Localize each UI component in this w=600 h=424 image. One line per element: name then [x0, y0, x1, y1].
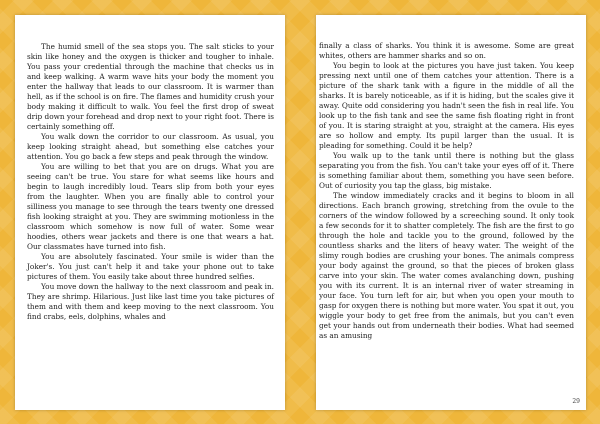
- paragraph: You are willing to bet that you are on drugs. What you are seeing can't be true. You stare for what seems like hours and begin to laugh incredibly loud. Tears slip from both your eyes from the laughter. When you are finally able to control your silliness you manage to see through the tears twenty one dressed fish looking straight at you. They are swimming motionless in the classroom which somehow is now full of water. Some wear hoodies, others wear jackets and there is one that wears a hat. Our classmates have turned into fish.: [27, 162, 274, 251]
- left-page: [15, 15, 285, 410]
- right-page: [316, 15, 586, 410]
- paragraph: You walk up to the tank until there is nothing but the glass separating you from the fish. You can't take your eyes off of it. There is something familiar about them, something you have seen before. Out of curiosity you tap the glass, big mistake.: [319, 151, 574, 190]
- paragraph: You move down the hallway to the next classroom and peak in. They are shrimp. Hilarious. Just like last time you take pictures of them and with them and keep moving to the next classroom. You find crabs, eels, dolphins, whales and: [27, 282, 274, 321]
- page-number: 29: [572, 398, 580, 405]
- paragraph: You walk down the corridor to our classroom. As usual, you keep looking straight ahead, but something else catches your attention. You go back a few steps and peak through the window.: [27, 132, 274, 161]
- paragraph: You begin to look at the pictures you have just taken. You keep pressing next until one of them catches your attention. There is a picture of the shark tank with a figure in the middle of all the sharks. It is barely noticeable, as if it is hiding, but the scales give it away. Quite odd considering you hadn't seen the fish in real life. You look up to the fish tank and see the same fish floating right in front of you. It is staring straight at you, straight at the camera. His eyes are so hollow and empty. Its pupil larger than the usual. It is pleading for something. Could it be help?: [319, 61, 574, 150]
- paragraph: The humid smell of the sea stops you. The salt sticks to your skin like honey and the oxygen is thicker and tougher to inhale. You pass your credential through the machine that checks us in and keep walking. A warm wave hits your body the moment you enter the hallway that leads to our classroom. It is warmer than hell, as if the school is on fire. The flames and humidity crush your body making it difficult to walk. You feel the first drop of sweat drip down your forehead and drop next to your right foot. There is certainly something off.: [27, 42, 274, 131]
- paragraph: finally a class of sharks. You think it is awesome. Some are great whites, others are hammer sharks and so on.: [319, 41, 574, 60]
- paragraph: You are absolutely fascinated. Your smile is wider than the Joker's. You just can't help it and take your phone out to take pictures of them. You easily take about three hundred selfies.: [27, 252, 274, 281]
- paragraph: The window immediately cracks and it begins to bloom in all directions. Each branch growing, stretching from the ovule to the corners of the window followed by a screeching sound. It only took a few seconds for it to shatter completely. The fish are the first to go through the hole and tackle you to the ground, followed by the countless sharks and the liters of heavy water. The weight of the slimy rough bodies are crushing your bones. The animals compress your body against the ground, so that the pieces of broken glass carve into your skin. The water comes avalanching down, pushing you with its current. It is an internal river of water streaming in your face. You turn left for air, but when you open your mouth to gasp for oxygen there is nothing but more water. You spat it out, you wiggle your body to get free from the animals, but you can't even get your hands out from underneath their bodies. What had seemed as an amusing: [319, 191, 574, 340]
